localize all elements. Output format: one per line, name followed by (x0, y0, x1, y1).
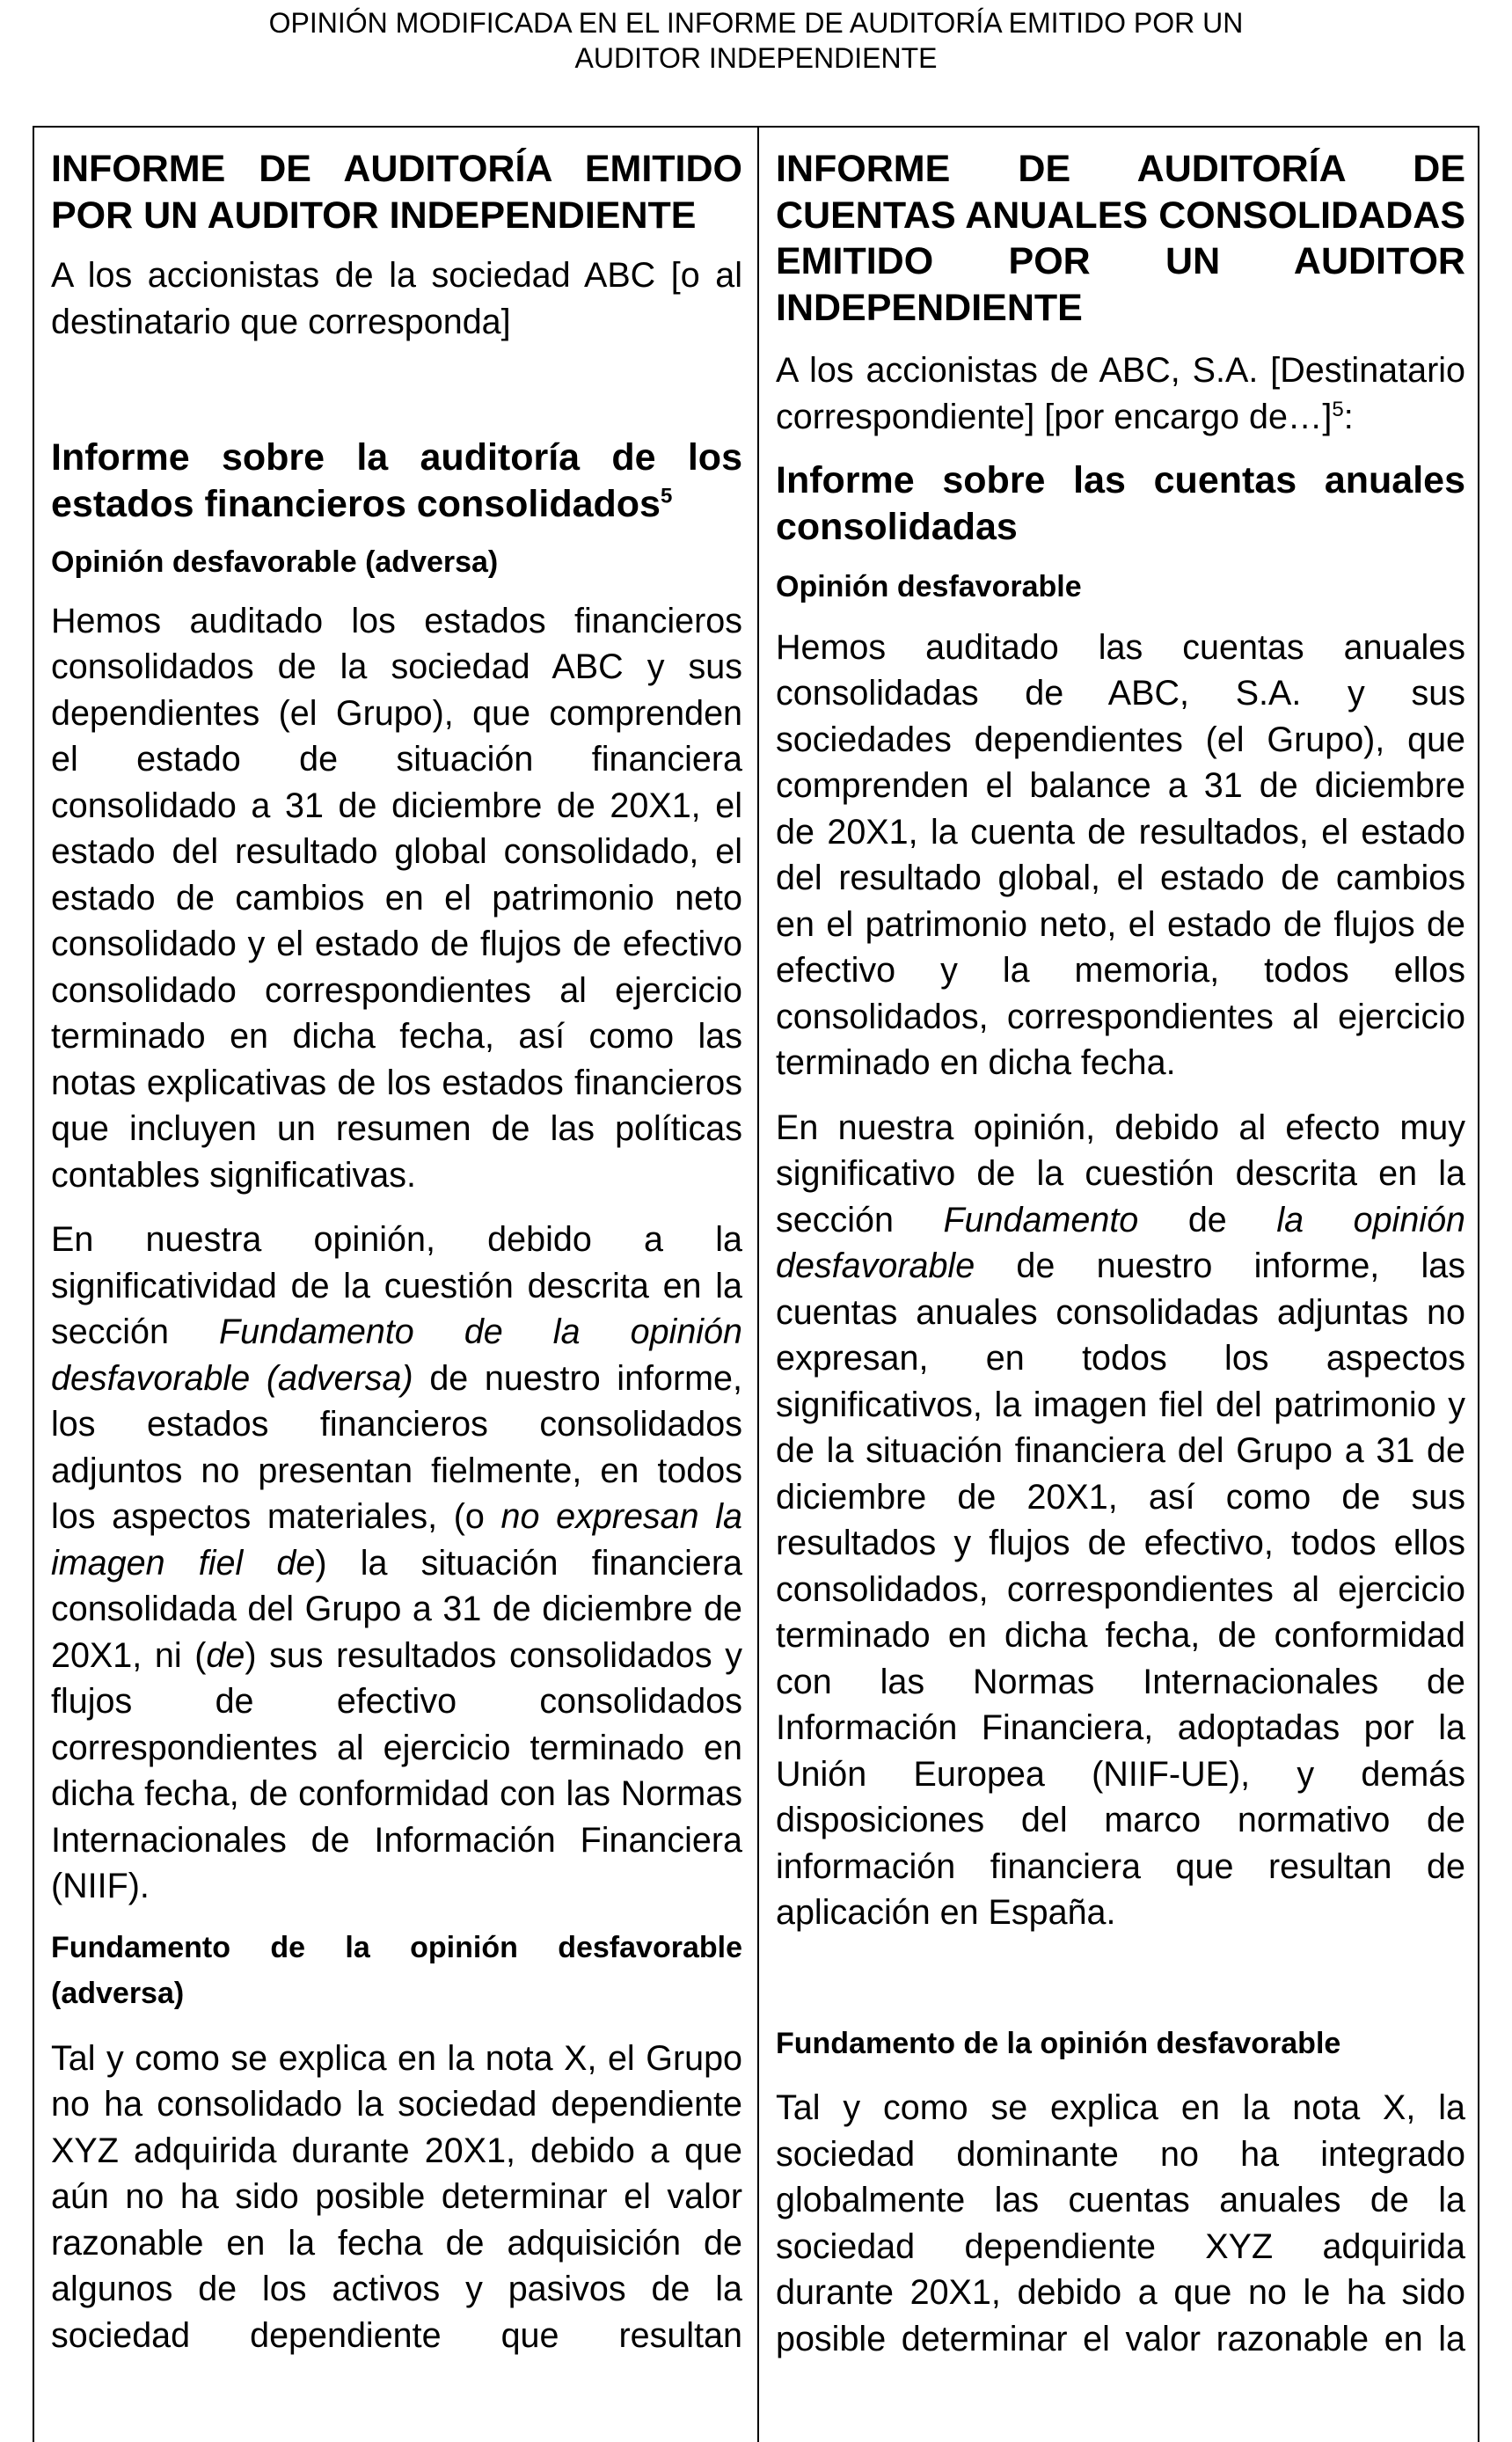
right-opinion-p2-text-a: En nuestra opinión, debido al efecto muy significativo de la cuestión descrita en la sección (776, 1108, 1465, 1239)
right-addressee-footnote: 5 (1332, 397, 1344, 421)
right-opinion-p2-text-b: de (1138, 1200, 1277, 1239)
left-opinion-p2-text-b: de nuestro informe, los estados financieros consolidados adjuntos no presentan fielmente, en todos los aspectos materiales, (o (51, 1358, 742, 1536)
left-opinion-p2-italic-1: Fundamento de la opinión desfavorable (adversa) (51, 1312, 742, 1398)
left-opinion-p2-text-a: En nuestra opinión, debido a la significatividad de la cuestión descrita en la sección (51, 1220, 742, 1351)
right-opinion-p2-italic-1: Fundamento (943, 1200, 1139, 1239)
left-opinion-p2-italic-3: de (206, 1635, 245, 1675)
right-addressee (776, 347, 1465, 440)
page-header-line-2: AUDITOR INDEPENDIENTE (574, 42, 938, 74)
page-header (0, 5, 1512, 76)
right-basis-heading: Fundamento de la opinión desfavorable (776, 2026, 1341, 2060)
right-addressee-end: : (1343, 397, 1354, 436)
right-column (759, 128, 1478, 2442)
right-basis-paragraph-1: Tal y como se explica en la nota X, la sociedad dominante no ha integrado globalmente las cuentas anuales de la sociedad dependiente XYZ adquirida durante 20X1, debido a que no le ha sido posible determinar el valor razonable en la (776, 2088, 1465, 2358)
left-opinion-paragraph-1: Hemos auditado los estados financieros consolidados de la sociedad ABC y sus dependientes (el Grupo), que comprenden el estado de situación financiera consolidado a 31 de diciembre de 20X1, el estado del resultado global consolidado, el estado de cambios en el patrimonio neto consolidado y el estado de flujos de efectivo consolidado correspondientes al ejercicio terminado en dicha fecha, así como las notas explicativas de los estados financieros que incluyen un resumen de las políticas contables significativas. (51, 601, 742, 1195)
comparison-table (33, 126, 1479, 2442)
left-section-footnote: 5 (660, 484, 673, 508)
left-opinion-paragraph-2 (51, 1217, 742, 1910)
page-header-line-1: OPINIÓN MODIFICADA EN EL INFORME DE AUDITORÍA EMITIDO POR UN (268, 7, 1244, 39)
left-opinion-p2-text-c: ) la situación financiera consolidada del Grupo a 31 de diciembre de 20X1, ni ( (51, 1543, 742, 1675)
left-section-title-text: Informe sobre la auditoría de los estados financieros consolidados (51, 436, 742, 525)
right-opinion-paragraph-2 (776, 1105, 1465, 1936)
left-opinion-heading: Opinión desfavorable (adversa) (51, 545, 499, 579)
left-column (34, 128, 759, 2442)
left-basis-heading: Fundamento de la opinión desfavorable (adversa) (51, 1930, 742, 2010)
left-report-title: INFORME DE AUDITORÍA EMITIDO POR UN AUDITOR INDEPENDIENTE (51, 148, 742, 237)
left-addressee: A los accionistas de la sociedad ABC [o al destinatario que corresponda] (51, 256, 742, 341)
right-opinion-paragraph-1: Hemos auditado las cuentas anuales consolidadas de ABC, S.A. y sus sociedades dependientes (el Grupo), que comprenden el balance a 31 de diciembre de 20X1, la cuenta de resultados, el estado del resultado global, el estado de cambios en el patrimonio neto, el estado de flujos de efectivo y la memoria, todos ellos consolidados, correspondientes al ejercicio terminado en dicha fecha. (776, 627, 1465, 1082)
right-opinion-heading: Opinión desfavorable (776, 570, 1082, 603)
right-section-title: Informe sobre las cuentas anuales consolidadas (776, 459, 1465, 548)
left-opinion-p2-italic-2: no expresan la imagen fiel de (51, 1497, 742, 1583)
left-opinion-p2-text-d: ) sus resultados consolidados y flujos de efectivo consolidados correspondientes al ejercicio terminado en dicha fecha, de conformidad con las Normas Internacionales de Información Financiera (NIIF). (51, 1635, 742, 1905)
right-opinion-p2-italic-2: la opinión desfavorable (776, 1200, 1466, 1285)
left-basis-paragraph-1: Tal y como se explica en la nota X, el Grupo no ha consolidado la sociedad dependiente XYZ adquirida durante 20X1, debido a que aún no ha sido posible determinar el valor razonable en la fecha de adquisición de algunos de los activos y pasivos de la sociedad dependiente que resultan (51, 2038, 742, 2355)
right-opinion-p2-text-c: de nuestro informe, las cuentas anuales consolidadas adjuntas no expresan, en todos los aspectos significativos, la imagen fiel del patrimonio y de la situación financiera del Grupo a 31 de diciembre de 20X1, así como de sus resultados y flujos de efectivo, todos ellos consolidados, correspondientes al ejercicio terminado en dicha fecha, de conformidad con las Normas Internacionales de Información Financiera, adoptadas por la Unión Europea (NIIF-UE), y demás disposiciones del marco normativo de información financiera que resultan de aplicación en España. (776, 1247, 1465, 1932)
right-addressee-text: A los accionistas de ABC, S.A. [Destinatario correspondiente] [por encargo de…] (776, 351, 1465, 436)
right-report-title: INFORME DE AUDITORÍA DE CUENTAS ANUALES CONSOLIDADAS EMITIDO POR UN AUDITOR INDEPENDIENTE (776, 148, 1465, 329)
left-section-title (51, 435, 742, 527)
